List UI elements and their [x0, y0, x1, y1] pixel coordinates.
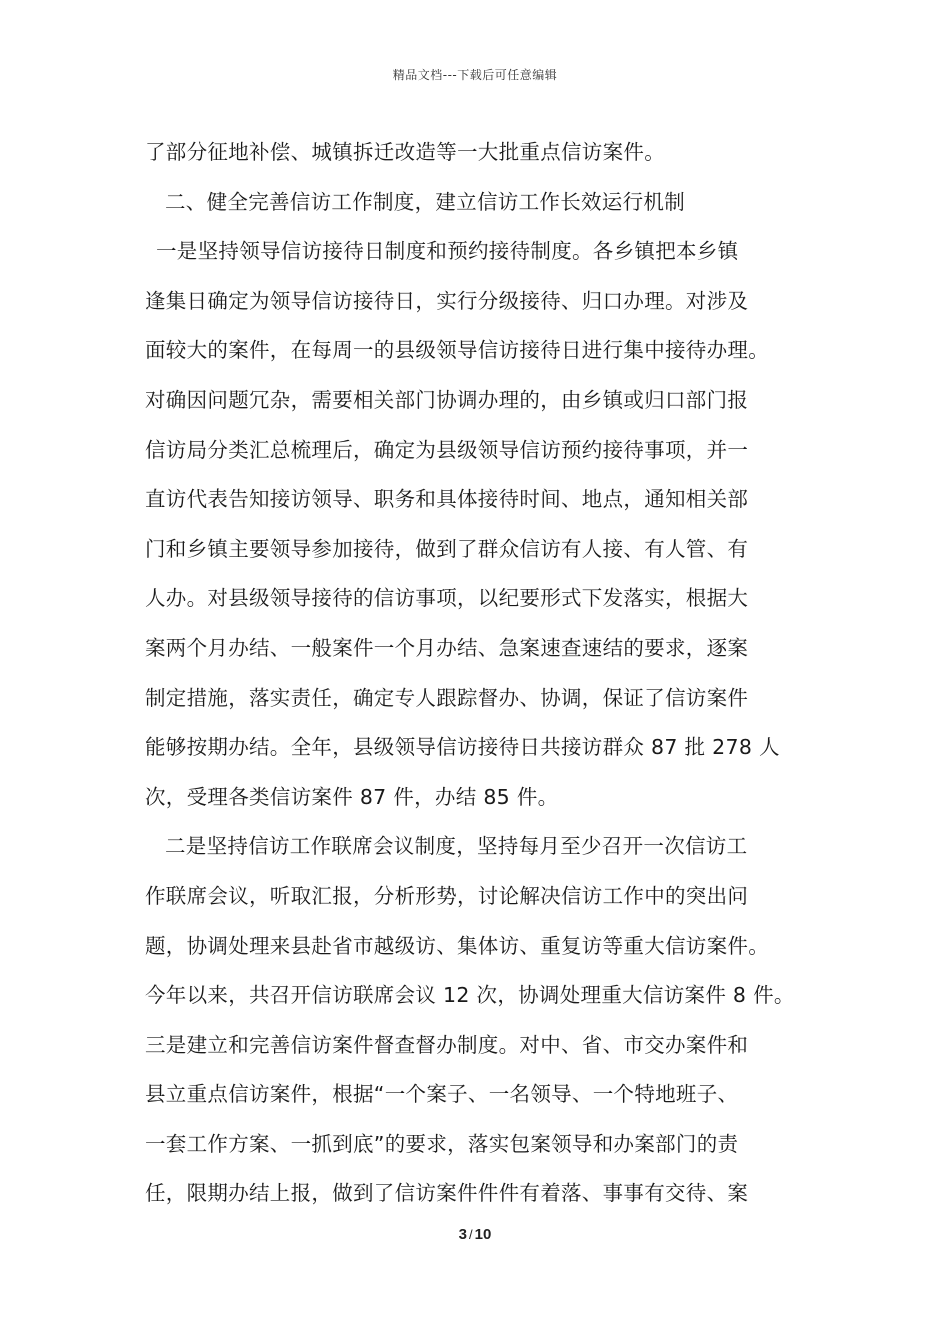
current-page-number: 3	[458, 1226, 468, 1243]
paragraph-start: 三是建立和完善信访案件督查督办制度。对中、省、市交办案件和	[145, 1032, 749, 1057]
text-line: 人办。对县级领导接待的信访事项，以纪要形式下发落实，根据大	[145, 586, 749, 611]
page-header: 精品文档---下载后可任意编辑	[392, 68, 558, 82]
body-text	[145, 128, 825, 1219]
text-line: 了部分征地补偿、城镇拆迁改造等一大批重点信访案件。	[145, 140, 665, 164]
section-heading: 二、健全完善信访工作制度，建立信访工作长效运行机制	[165, 189, 685, 214]
page-number	[0, 1226, 950, 1243]
text-line: 任，限期办结上报，做到了信访案件件件有着落、事事有交待、案	[145, 1181, 749, 1206]
text-line: 面较大的案件，在每周一的县级领导信访接待日进行集中接待办理。	[145, 338, 769, 363]
text-line: 对确因问题冗杂，需要相关部门协调办理的，由乡镇或归口部门报	[145, 387, 749, 412]
text-line: 案两个月办结、一般案件一个月办结、急案速查速结的要求，逐案	[145, 635, 749, 660]
text-line: 今年以来，共召开信访联席会议 12 次，协调处理重大信访案件 8 件。	[145, 983, 795, 1008]
text-line: 次，受理各类信访案件 87 件，办结 85 件。	[145, 784, 559, 809]
text-line: 制定措施，落实责任，确定专人跟踪督办、协调，保证了信访案件	[145, 685, 749, 710]
text-line: 能够按期办结。全年，县级领导信访接待日共接访群众 87 批 278 人	[145, 735, 780, 760]
text-line: 直访代表告知接访领导、职务和具体接待时间、地点，通知相关部	[145, 487, 749, 512]
paragraph-start: 二是坚持信访工作联席会议制度，坚持每月至少召开一次信访工	[165, 834, 748, 859]
total-pages-number: 10	[474, 1226, 492, 1243]
page-separator: /	[469, 1227, 473, 1242]
text-line: 一套工作方案、一抓到底”的要求，落实包案领导和办案部门的责	[145, 1131, 739, 1156]
text-line: 信访局分类汇总梳理后，确定为县级领导信访预约接待事项，并一	[145, 437, 749, 462]
text-line: 作联席会议，听取汇报，分析形势，讨论解决信访工作中的突出问	[145, 883, 749, 908]
text-line: 逢集日确定为领导信访接待日，实行分级接待、归口办理。对涉及	[145, 288, 749, 313]
paragraph-start: 一是坚持领导信访接待日制度和预约接待制度。各乡镇把本乡镇	[156, 239, 739, 264]
text-line: 县立重点信访案件，根据“一个案子、一名领导、一个特地班子、	[145, 1082, 739, 1107]
text-line: 门和乡镇主要领导参加接待，做到了群众信访有人接、有人管、有	[145, 536, 749, 561]
text-line: 题，协调处理来县赴省市越级访、集体访、重复访等重大信访案件。	[145, 933, 769, 958]
